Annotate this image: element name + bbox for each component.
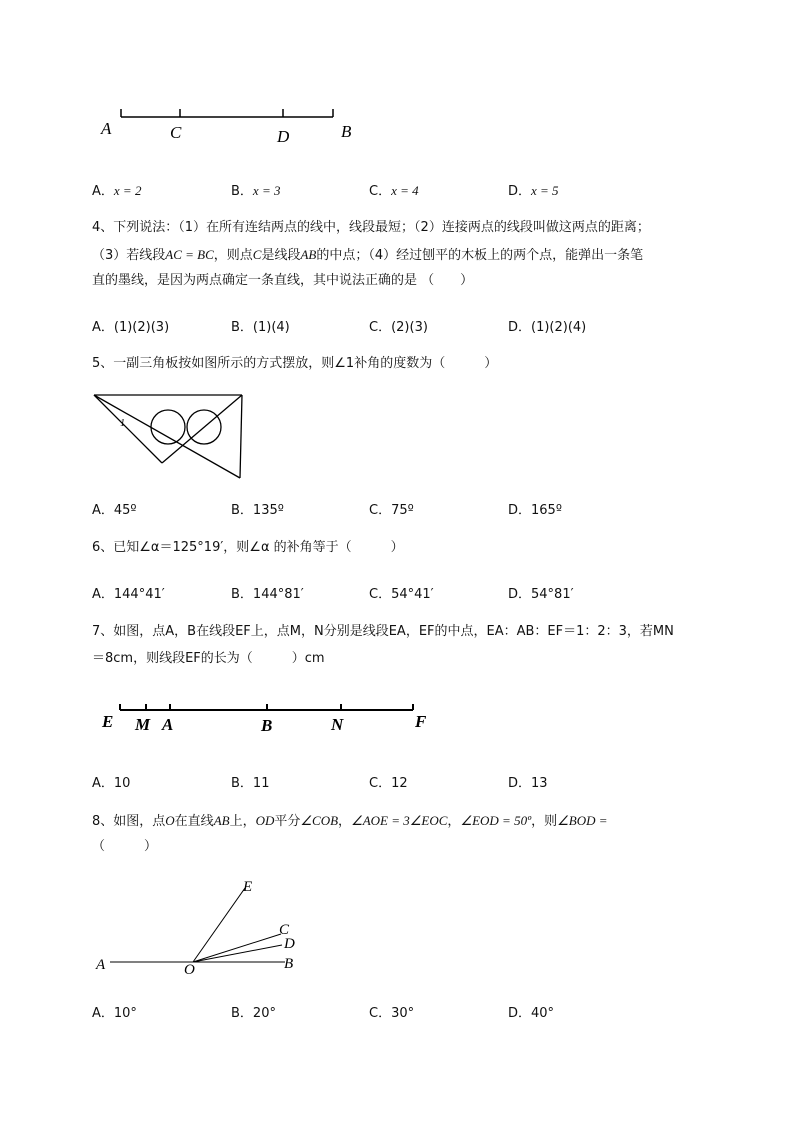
q4-text-line1: 4、下列说法：（1）在所有连结两点的线中，线段最短；（2）连接两点的线段叫做这两点的距离； bbox=[92, 220, 650, 235]
q3-option-d[interactable]: D．x = 5 bbox=[508, 183, 559, 199]
q8-point-e: E bbox=[243, 879, 253, 895]
q3-option-c[interactable]: C．x = 4 bbox=[369, 183, 419, 199]
q8-point-c: C bbox=[279, 922, 290, 938]
q6-option-a[interactable]: A．144°41′ bbox=[92, 587, 165, 602]
q4-option-b[interactable]: B．(1)(4) bbox=[231, 320, 290, 335]
q3-segment-figure bbox=[95, 100, 365, 150]
q5-angle-label: 1 bbox=[120, 418, 125, 429]
q6-option-d[interactable]: D．54°81′ bbox=[508, 587, 574, 602]
q7-option-c[interactable]: C．12 bbox=[369, 776, 408, 791]
q8-point-o: O bbox=[184, 962, 195, 978]
q8-text-line1: 8、如图，点O在直线AB上，OD平分∠COB，∠AOE = 3∠EOC，∠EOD = 50º，则∠BOD = bbox=[92, 813, 608, 829]
q5-triangle-figure bbox=[90, 390, 250, 482]
q7-point-a: A bbox=[162, 715, 174, 734]
q8-text-line2: （ ） bbox=[92, 839, 158, 854]
q4-text-line3: 直的墨线，是因为两点确定一条直线，其中说法正确的是 （ ） bbox=[92, 273, 474, 288]
q3-option-b[interactable]: B．x = 3 bbox=[231, 183, 281, 199]
q7-point-f: F bbox=[415, 712, 427, 731]
q5-option-b[interactable]: B．135º bbox=[231, 503, 284, 518]
q4-option-a[interactable]: A．(1)(2)(3) bbox=[92, 320, 170, 335]
q7-text-line2: ＝8cm，则线段EF的长为（ ）cm bbox=[92, 651, 325, 666]
q4-option-d[interactable]: D．(1)(2)(4) bbox=[508, 320, 587, 335]
q7-point-e: E bbox=[102, 712, 114, 731]
q5-option-c[interactable]: C．75º bbox=[369, 503, 414, 518]
q8-angle-figure bbox=[90, 875, 320, 980]
q3-point-c: C bbox=[170, 123, 182, 142]
q4-option-c[interactable]: C．(2)(3) bbox=[369, 320, 428, 335]
q5-option-d[interactable]: D．165º bbox=[508, 503, 562, 518]
q8-option-b[interactable]: B．20° bbox=[231, 1006, 276, 1021]
q7-option-b[interactable]: B．11 bbox=[231, 776, 270, 791]
q8-point-d: D bbox=[284, 936, 295, 952]
q7-segment-figure bbox=[95, 695, 435, 740]
q5-option-a[interactable]: A．45º bbox=[92, 503, 137, 518]
q6-option-b[interactable]: B．144°81′ bbox=[231, 587, 304, 602]
q8-point-b: B bbox=[284, 956, 294, 972]
q3-point-a: A bbox=[101, 119, 112, 138]
q7-option-d[interactable]: D．13 bbox=[508, 776, 548, 791]
q8-option-a[interactable]: A．10° bbox=[92, 1006, 137, 1021]
q7-option-a[interactable]: A．10 bbox=[92, 776, 131, 791]
q4-text-line2: （3）若线段AC = BC，则点C是线段AB的中点；（4）经过刨平的木板上的两个点，能弹出一条笔 bbox=[92, 247, 644, 263]
q6-option-c[interactable]: C．54°41′ bbox=[369, 587, 434, 602]
q3-point-d: D bbox=[277, 127, 290, 146]
q7-point-b: B bbox=[261, 716, 273, 735]
q3-point-b: B bbox=[341, 122, 352, 141]
q7-point-n: N bbox=[331, 715, 344, 734]
q7-point-m: M bbox=[135, 715, 151, 734]
q8-option-c[interactable]: C．30° bbox=[369, 1006, 415, 1021]
q8-option-d[interactable]: D．40° bbox=[508, 1006, 555, 1021]
q6-text: 6、已知∠α＝125°19′，则∠α 的补角等于（ ） bbox=[92, 540, 404, 555]
q8-point-a: A bbox=[96, 957, 106, 973]
q5-text: 5、一副三角板按如图所示的方式摆放，则∠1补角的度数为（ ） bbox=[92, 356, 498, 371]
q3-option-a[interactable]: A．x = 2 bbox=[92, 183, 142, 199]
q7-text-line1: 7、如图，点A，B在线段EF上，点M，N分别是线段EA，EF的中点，EA：AB：EF＝1：2：3，若MN bbox=[92, 624, 674, 639]
